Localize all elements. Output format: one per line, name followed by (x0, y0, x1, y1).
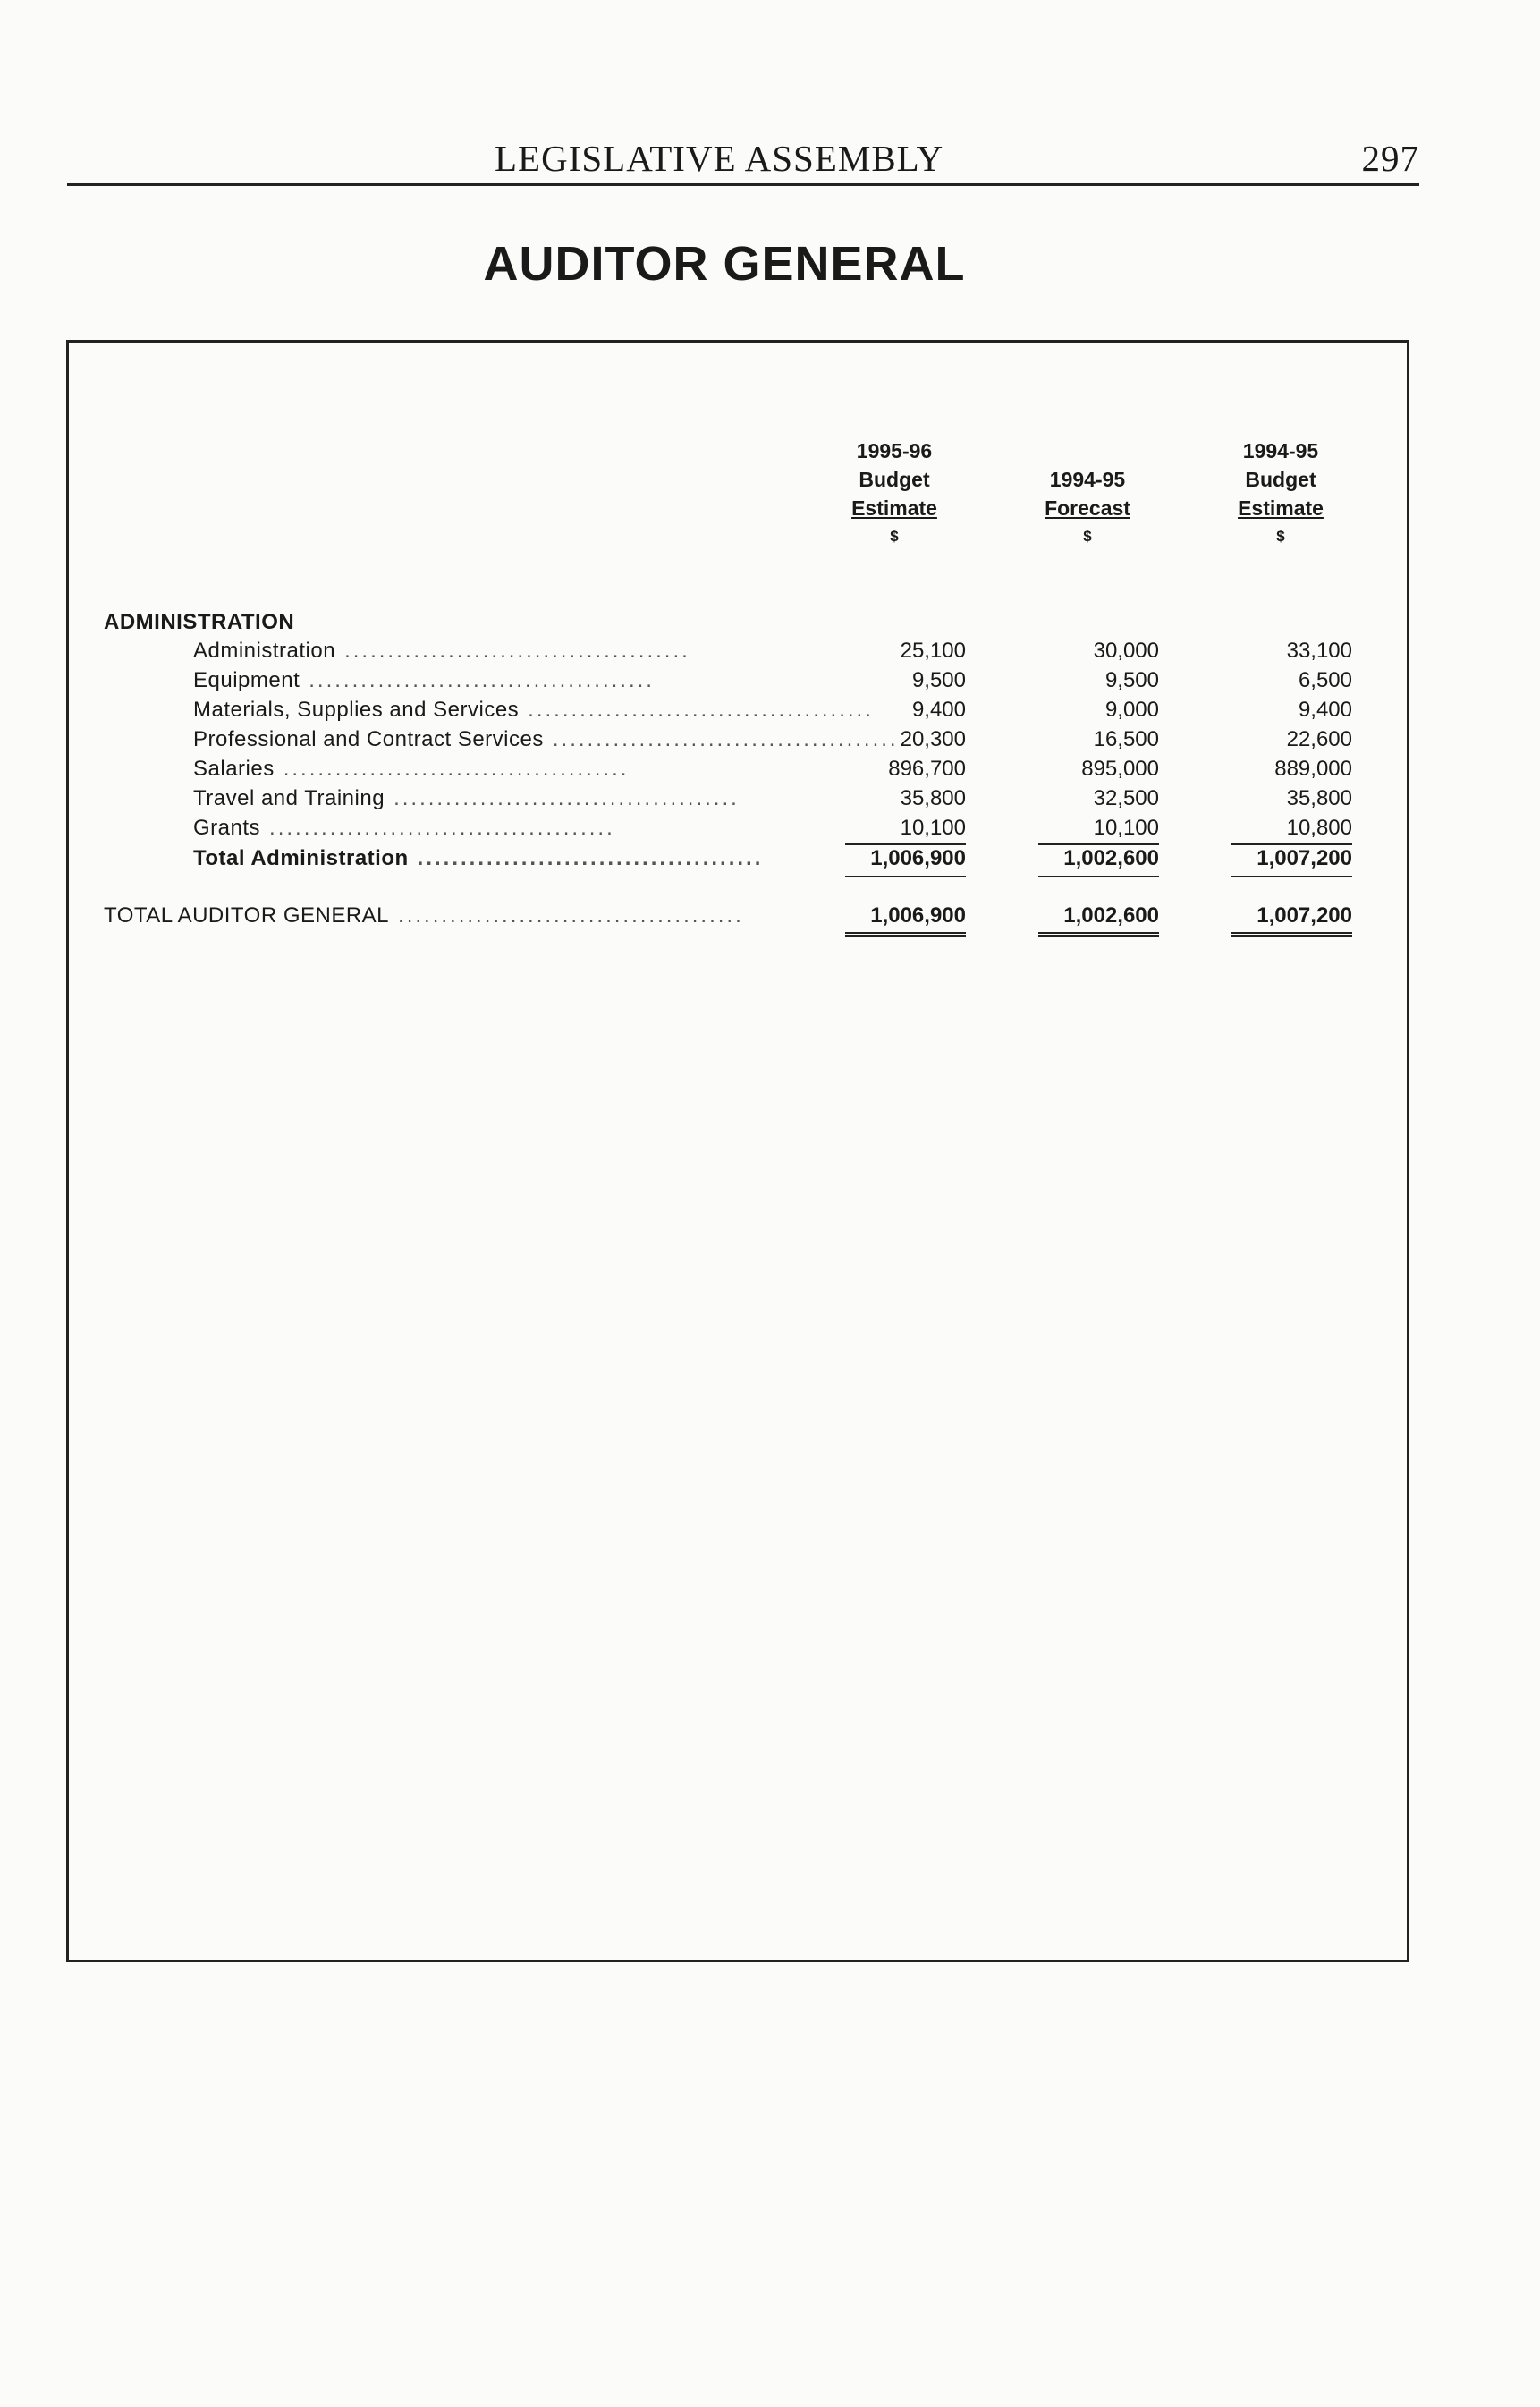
row-label: Travel and Training ........................................ (193, 786, 740, 810)
grand-total-double-underline (845, 932, 966, 937)
cell-value: 10,100 (1093, 816, 1159, 840)
table-row (0, 727, 1540, 757)
cell-value: 889,000 (1274, 757, 1352, 781)
subtotal-value: 1,002,600 (1063, 846, 1159, 870)
column-unit: $ (890, 528, 899, 545)
cell-value: 10,100 (900, 816, 966, 840)
subtotal-rule (1038, 843, 1159, 845)
row-label: Administration ........................................ (193, 639, 690, 663)
column-header-line: Estimate (851, 496, 937, 520)
cell-value: 20,300 (900, 727, 966, 751)
row-label: Equipment ........................................ (193, 668, 655, 692)
cell-value: 896,700 (888, 757, 966, 781)
cell-value: 9,400 (911, 698, 966, 722)
subtotal-value: 1,007,200 (1257, 846, 1352, 870)
column-header-line: Forecast (1045, 496, 1130, 520)
cell-value: 6,500 (1298, 668, 1352, 692)
subtotal-row (0, 846, 1540, 876)
grand-total-value: 1,006,900 (870, 903, 966, 928)
grand-total-value: 1,002,600 (1063, 903, 1159, 928)
cell-value: 33,100 (1286, 639, 1352, 663)
column-header-1994-95-forecast (998, 465, 1177, 551)
column-header-line: Estimate (1238, 496, 1324, 520)
row-label: Professional and Contract Services ........................................ (193, 727, 899, 751)
subtotal-rule (1231, 843, 1352, 845)
table-row (0, 757, 1540, 786)
cell-value: 9,400 (1298, 698, 1352, 722)
cell-value: 10,800 (1286, 816, 1352, 840)
table-row (0, 816, 1540, 845)
grand-total-value: 1,007,200 (1257, 903, 1352, 928)
running-head-title: LEGISLATIVE ASSEMBLY (495, 138, 944, 179)
subtotal-underline (1038, 876, 1159, 877)
statement-frame (66, 340, 1409, 1962)
cell-value: 9,000 (1104, 698, 1159, 722)
row-label: Salaries ........................................ (193, 757, 630, 781)
cell-value: 30,000 (1093, 639, 1159, 663)
subtotal-underline (1231, 876, 1352, 877)
column-unit: $ (1276, 528, 1285, 545)
cell-value: 35,800 (1286, 786, 1352, 810)
column-header-line: Budget (859, 468, 930, 491)
grand-total-row (0, 903, 1540, 933)
table-row (0, 698, 1540, 727)
subtotal-value: 1,006,900 (870, 846, 966, 870)
table-row (0, 786, 1540, 816)
cell-value: 32,500 (1093, 786, 1159, 810)
cell-value: 35,800 (900, 786, 966, 810)
cell-value: 16,500 (1093, 727, 1159, 751)
grand-total-double-underline (1038, 932, 1159, 937)
column-header-1995-96-estimate (805, 436, 984, 551)
cell-value: 9,500 (911, 668, 966, 692)
cell-value: 22,600 (1286, 727, 1352, 751)
grand-total-double-underline (1231, 932, 1352, 937)
column-header-line: 1995-96 (856, 439, 933, 462)
subtotal-rule (845, 843, 966, 845)
row-label: Materials, Supplies and Services ........................................ (193, 698, 874, 722)
cell-value: 9,500 (1104, 668, 1159, 692)
page-number: 297 (1361, 138, 1419, 179)
running-head (67, 130, 1419, 186)
row-label: TOTAL AUDITOR GENERAL ........................................ (104, 903, 744, 928)
row-label: Grants ........................................ (193, 816, 615, 840)
column-header-line: Budget (1245, 468, 1316, 491)
document-title: AUDITOR GENERAL (483, 237, 966, 291)
column-header-line: 1994-95 (1242, 439, 1319, 462)
row-label: Total Administration ........................................ (193, 846, 764, 870)
column-unit: $ (1083, 528, 1092, 545)
section-heading: ADMINISTRATION (104, 610, 295, 634)
table-row (0, 639, 1540, 668)
column-header-line: 1994-95 (1049, 468, 1126, 491)
column-header-1994-95-estimate (1191, 436, 1370, 551)
cell-value: 895,000 (1081, 757, 1159, 781)
cell-value: 25,100 (900, 639, 966, 663)
table-row (0, 668, 1540, 698)
subtotal-underline (845, 876, 966, 877)
